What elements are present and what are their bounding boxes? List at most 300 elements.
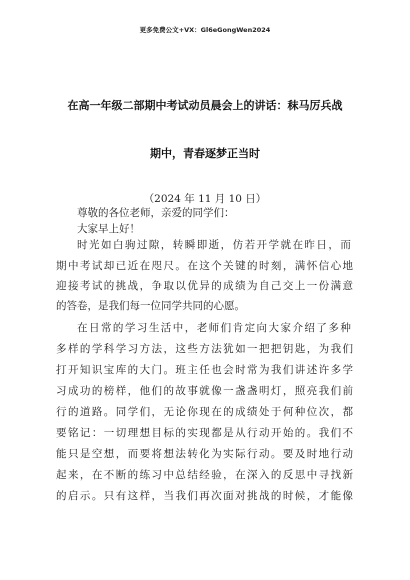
glyph: 始	[282, 427, 294, 439]
glyph: 我	[270, 364, 282, 376]
glyph: 向	[256, 322, 268, 334]
glyph: 明	[258, 385, 270, 397]
glyph: 亮	[306, 385, 318, 397]
glyph: 起	[56, 469, 67, 481]
glyph: ，	[306, 490, 318, 502]
title-line-2: 期中，青春逐梦正当时	[150, 147, 260, 160]
glyph: 匙	[294, 343, 306, 355]
glyph: 盏	[247, 385, 258, 397]
glyph: 逝	[208, 239, 220, 251]
glyph: 打	[56, 364, 67, 376]
glyph: 们	[151, 385, 162, 397]
glyph: 大	[139, 364, 151, 376]
glyph: 不	[103, 469, 115, 481]
glyph: 光	[88, 239, 100, 251]
glyph: 种	[340, 322, 351, 334]
glyph: 宝	[103, 364, 115, 376]
glyph: 接	[67, 280, 79, 292]
glyph: 的	[127, 364, 139, 376]
glyph: 开	[270, 427, 282, 439]
glyph: 满	[294, 260, 306, 272]
glyph: 取	[163, 280, 174, 292]
glyph: 功	[79, 385, 91, 397]
glyph: 近	[127, 260, 139, 272]
glyph: 照	[294, 385, 306, 397]
glyph: 一	[223, 385, 234, 397]
glyph: 盏	[235, 385, 246, 397]
glyph: 犹	[223, 343, 234, 355]
glyph: 行	[247, 448, 258, 460]
glyph: 这	[175, 343, 186, 355]
glyph: 。	[91, 490, 103, 502]
glyph: 意	[342, 280, 353, 292]
glyph: 前	[342, 385, 353, 397]
glyph: 记	[79, 427, 91, 439]
glyph: 优	[187, 280, 198, 292]
glyph: 争	[151, 280, 162, 292]
glyph: 目	[151, 427, 162, 439]
glyph: 的	[127, 469, 139, 481]
glyph: 试	[91, 260, 103, 272]
glyph: 个	[211, 260, 222, 272]
glyph: 学	[268, 239, 279, 251]
glyph: ，	[139, 280, 151, 292]
paragraph-1-line	[56, 260, 353, 273]
glyph: 上	[294, 280, 306, 292]
glyph: 心	[330, 260, 342, 272]
glyph: 道	[79, 406, 91, 418]
glyph: 的	[56, 490, 67, 502]
glyph: 挑	[247, 490, 258, 502]
glyph: 寻	[318, 469, 330, 481]
glyph: 师	[208, 322, 220, 334]
glyph: ，	[160, 239, 172, 251]
glyph: 化	[199, 448, 210, 460]
glyph: 们	[220, 322, 232, 334]
glyph: 日	[316, 239, 327, 251]
glyph: 常	[247, 364, 258, 376]
glyph: 的	[112, 322, 124, 334]
glyph: 绩	[235, 280, 246, 292]
glyph: 多	[328, 322, 339, 334]
glyph: 挑	[115, 280, 127, 292]
glyph: 在	[235, 469, 246, 481]
glyph: 次	[318, 406, 330, 418]
glyph: 新	[342, 469, 353, 481]
glyph: 开	[256, 239, 268, 251]
glyph: 这	[127, 490, 139, 502]
glyph: 我	[318, 385, 330, 397]
glyph: 动	[258, 427, 270, 439]
glyph: 示	[79, 490, 91, 502]
glyph: 了	[316, 322, 327, 334]
glyph: 样	[139, 490, 151, 502]
glyph: 识	[91, 364, 103, 376]
glyph: 把	[258, 343, 270, 355]
glyph: 来	[67, 469, 79, 481]
glyph: 转	[187, 448, 198, 460]
glyph: 想	[139, 427, 151, 439]
glyph: 候	[294, 490, 306, 502]
glyph: 的	[175, 427, 186, 439]
glyph: 于	[270, 406, 282, 418]
glyph: 为	[318, 343, 330, 355]
glyph: 的	[270, 469, 282, 481]
glyph: ，	[151, 490, 162, 502]
glyph: 际	[235, 448, 246, 460]
glyph: 地	[318, 448, 330, 460]
glyph: 空	[91, 448, 103, 460]
glyph: 行	[56, 406, 67, 418]
glyph: 。	[306, 427, 318, 439]
glyph: 即	[196, 239, 208, 251]
glyph: 铭	[67, 427, 79, 439]
glyph: 在	[292, 239, 303, 251]
glyph: 许	[318, 364, 330, 376]
glyph: 再	[199, 490, 210, 502]
glyph: 思	[294, 469, 306, 481]
glyph: 为	[258, 364, 270, 376]
glyph: 我	[318, 427, 330, 439]
glyph: 时	[282, 490, 294, 502]
glyph: ，	[306, 343, 318, 355]
glyph: 若	[244, 239, 256, 251]
glyph: 学	[342, 364, 353, 376]
glyph: 次	[211, 490, 222, 502]
glyph: 关	[223, 260, 234, 272]
glyph: 法	[175, 448, 186, 460]
glyph: 一	[103, 427, 115, 439]
glyph: 同	[115, 406, 127, 418]
glyph: 考	[79, 280, 91, 292]
glyph: ：	[91, 427, 103, 439]
glyph: 想	[163, 448, 174, 460]
glyph: 想	[103, 448, 115, 460]
glyph: 实	[223, 448, 234, 460]
glyph: 。	[163, 364, 174, 376]
glyph: 主	[187, 364, 198, 376]
glyph: 深	[247, 469, 258, 481]
glyph: 库	[115, 364, 127, 376]
glyph: 白	[112, 239, 124, 251]
glyph: 的	[247, 260, 258, 272]
glyph: 像	[211, 385, 222, 397]
glyph: 隙	[148, 239, 160, 251]
glyph: 开	[67, 364, 79, 376]
glyph: 在	[211, 406, 222, 418]
glyph: 练	[139, 469, 151, 481]
glyph: 实	[187, 427, 198, 439]
paragraph-2-line	[56, 469, 353, 482]
glyph: 在	[187, 260, 198, 272]
glyph: 成	[223, 280, 234, 292]
glyph: 有	[115, 490, 127, 502]
glyph: 活	[160, 322, 172, 334]
glyph: 以	[175, 280, 186, 292]
glyph: ，	[79, 469, 91, 481]
glyph: 信	[318, 260, 330, 272]
glyph: ，	[184, 322, 196, 334]
glyph: 样	[67, 343, 79, 355]
glyph: 们	[139, 406, 151, 418]
glyph: 为	[211, 448, 222, 460]
glyph: 任	[199, 364, 210, 376]
glyph: ，	[127, 385, 139, 397]
glyph: 已	[115, 260, 127, 272]
glyph: 试	[91, 280, 103, 292]
glyph: 的	[163, 385, 174, 397]
glyph: 异	[199, 280, 210, 292]
glyph: 都	[342, 406, 353, 418]
paragraph-1-line: 的答卷，是我们每一位同学共同的心愿。	[56, 300, 245, 312]
glyph: 为	[247, 280, 258, 292]
glyph: 知	[79, 364, 91, 376]
glyph: 学	[127, 406, 139, 418]
glyph: 习	[56, 385, 67, 397]
glyph: 定	[244, 322, 256, 334]
glyph: 绍	[304, 322, 315, 334]
glyph: 要	[282, 448, 294, 460]
glyph: 结	[187, 469, 198, 481]
glyph: 的	[67, 406, 79, 418]
glyph: 把	[270, 343, 282, 355]
glyph: 昨	[304, 239, 315, 251]
glyph: 多	[56, 343, 67, 355]
glyph: 。	[175, 260, 186, 272]
glyph: 才	[318, 490, 330, 502]
glyph: 学	[91, 343, 103, 355]
glyph: 的	[79, 343, 91, 355]
glyph: 能	[56, 448, 67, 460]
glyph: 地	[342, 260, 353, 272]
paragraph-1-line	[77, 239, 351, 252]
glyph: 样	[115, 385, 127, 397]
glyph: 反	[282, 469, 294, 481]
glyph: 断	[115, 469, 127, 481]
glyph: 咫	[151, 260, 162, 272]
glyph: 论	[175, 406, 186, 418]
glyph: 现	[199, 427, 210, 439]
glyph: 中	[172, 322, 184, 334]
glyph: 的	[91, 385, 103, 397]
glyph: 而	[340, 239, 351, 251]
glyph: 在	[91, 469, 103, 481]
glyph: 路	[91, 406, 103, 418]
glyph: 习	[127, 343, 139, 355]
glyph: 行	[330, 448, 342, 460]
glyph: 们	[330, 427, 342, 439]
glyph: 成	[235, 406, 246, 418]
glyph: 是	[79, 448, 91, 460]
glyph: 考	[79, 260, 91, 272]
glyph: 却	[103, 260, 115, 272]
salutation: 尊敬的各位老师，亲爱的同学们：	[77, 207, 235, 219]
glyph: 们	[330, 385, 342, 397]
glyph: 切	[115, 427, 127, 439]
glyph: 习	[151, 469, 162, 481]
glyph: 灯	[270, 385, 282, 397]
paragraph-2-line	[56, 385, 353, 398]
paragraph-2-line	[56, 343, 353, 356]
glyph: 。	[103, 406, 115, 418]
glyph: 你	[187, 406, 198, 418]
glyph: 方	[199, 343, 210, 355]
glyph: 法	[211, 343, 222, 355]
glyph: 将	[151, 448, 162, 460]
glyph: 只	[67, 448, 79, 460]
glyph: 如	[100, 239, 112, 251]
glyph: 时	[77, 239, 88, 251]
glyph: 钥	[282, 343, 294, 355]
glyph: 启	[67, 490, 79, 502]
glyph: 瞬	[184, 239, 196, 251]
title-line-1: 在高一年级二部期中考试动员晨会上的讲话：秣马厉兵战	[67, 99, 343, 112]
glyph: ，	[151, 406, 162, 418]
glyph: 一	[306, 280, 318, 292]
paragraph-2-line	[56, 448, 353, 461]
paragraph-2-line	[56, 490, 353, 503]
glyph: 只	[103, 490, 115, 502]
glyph: 绩	[247, 406, 258, 418]
glyph: 满	[330, 280, 342, 292]
glyph: 交	[282, 280, 294, 292]
glyph: 迎	[56, 280, 67, 292]
glyph: 的	[103, 280, 115, 292]
glyph: 及	[294, 448, 306, 460]
glyph: 榜	[103, 385, 115, 397]
glyph: ，	[328, 239, 339, 251]
glyph: 期	[56, 260, 67, 272]
glyph: 们	[187, 490, 198, 502]
glyph: 不	[342, 427, 353, 439]
glyph: 。	[270, 448, 282, 460]
greeting: 大家早上好！	[77, 223, 140, 235]
glyph: 在	[77, 322, 88, 334]
glyph: 述	[306, 364, 318, 376]
glyph: 们	[342, 343, 353, 355]
header-note: 更多免费公文+VX：Gl6eGongWen2024	[139, 26, 271, 34]
glyph: 怀	[306, 260, 318, 272]
glyph: ，	[330, 406, 342, 418]
glyph: 动	[258, 448, 270, 460]
speech-date: （2024 年 11 月 10 日）	[143, 193, 267, 205]
glyph: 家	[280, 322, 291, 334]
glyph: 现	[199, 406, 210, 418]
glyph: 过	[136, 239, 148, 251]
glyph: 我	[175, 490, 186, 502]
glyph: 就	[199, 385, 210, 397]
glyph: ，	[282, 385, 294, 397]
glyph: 门	[151, 364, 162, 376]
glyph: 常	[100, 322, 112, 334]
glyph: 验	[211, 469, 222, 481]
glyph: 要	[139, 448, 151, 460]
glyph: 方	[139, 343, 151, 355]
glyph: ，	[223, 469, 234, 481]
glyph: 处	[258, 406, 270, 418]
glyph: 讲	[294, 364, 306, 376]
glyph: 事	[187, 385, 198, 397]
glyph: 份	[318, 280, 330, 292]
glyph: 行	[247, 427, 258, 439]
glyph: 面	[223, 490, 234, 502]
glyph: 老	[196, 322, 208, 334]
glyph: 对	[235, 490, 246, 502]
glyph: 如	[235, 343, 246, 355]
glyph: 些	[187, 343, 198, 355]
glyph: 转	[172, 239, 184, 251]
glyph: 大	[268, 322, 279, 334]
glyph: 会	[223, 364, 234, 376]
glyph: 一	[247, 343, 258, 355]
glyph: 键	[235, 260, 246, 272]
glyph: 中	[163, 469, 174, 481]
glyph: 成	[67, 385, 79, 397]
glyph: ，	[282, 260, 294, 272]
glyph: 刻	[270, 260, 282, 272]
glyph: 多	[330, 364, 342, 376]
glyph: 标	[163, 427, 174, 439]
glyph: 己	[270, 280, 282, 292]
glyph: 学	[124, 322, 136, 334]
glyph: 肯	[232, 322, 244, 334]
glyph: 我	[330, 343, 342, 355]
glyph: 要	[56, 427, 67, 439]
paragraph-2-line	[77, 322, 351, 335]
paragraph-1-line	[56, 280, 353, 293]
glyph: 日	[88, 322, 100, 334]
glyph: 是	[223, 427, 234, 439]
glyph: 故	[175, 385, 186, 397]
glyph: 也	[211, 364, 222, 376]
glyph: 从	[235, 427, 246, 439]
glyph: 这	[199, 260, 210, 272]
glyph: 种	[294, 406, 306, 418]
glyph: 动	[342, 448, 353, 460]
glyph: 理	[127, 427, 139, 439]
glyph: 找	[330, 469, 342, 481]
glyph: 战	[258, 490, 270, 502]
glyph: 时	[258, 260, 270, 272]
glyph: 位	[306, 406, 318, 418]
glyph: 尺	[163, 260, 174, 272]
glyph: 生	[148, 322, 160, 334]
paragraph-2-line	[56, 364, 353, 377]
glyph: ，	[163, 343, 174, 355]
glyph: 仿	[232, 239, 244, 251]
glyph: 都	[211, 427, 222, 439]
glyph: 经	[199, 469, 210, 481]
glyph: 的	[270, 490, 282, 502]
glyph: ，	[115, 448, 127, 460]
glyph: 的	[223, 406, 234, 418]
glyph: 而	[127, 448, 139, 460]
glyph: 科	[103, 343, 115, 355]
glyph: 学	[115, 343, 127, 355]
glyph: 战	[127, 280, 139, 292]
glyph: 总	[175, 469, 186, 481]
glyph: 的	[294, 427, 306, 439]
glyph: 时	[235, 364, 246, 376]
glyph: 入	[258, 469, 270, 481]
glyph: 就	[280, 239, 291, 251]
glyph: 当	[163, 490, 174, 502]
glyph: 介	[292, 322, 303, 334]
glyph: 中	[306, 469, 318, 481]
glyph: 习	[136, 322, 148, 334]
glyph: 班	[175, 364, 186, 376]
glyph: 时	[306, 448, 318, 460]
